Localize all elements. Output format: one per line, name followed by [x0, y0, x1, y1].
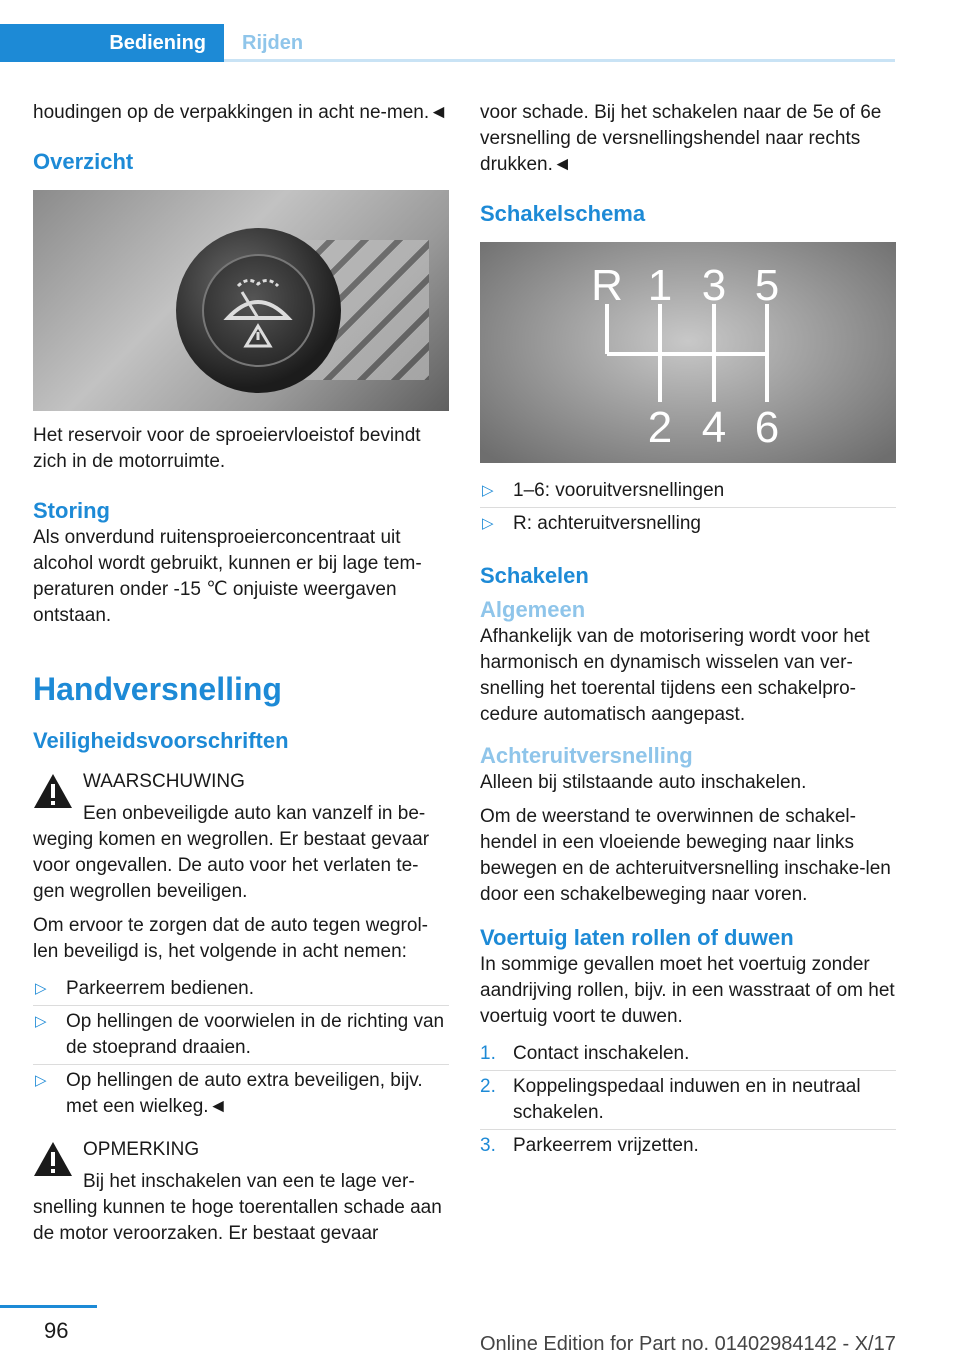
list-item: 3. Parkeerrem vrijzetten.	[480, 1129, 896, 1162]
secure-text: Om ervoor te zorgen dat de auto tegen wegrol-len beveiligd is, het volgende in acht nemen:	[33, 915, 429, 962]
list-item: ▷ 1–6: vooruitversnellingen	[480, 475, 896, 507]
list-item: ▷ Op hellingen de voorwielen in de richting van de stoeprand draaien.	[33, 1005, 449, 1064]
bullet-triangle-icon: ▷	[35, 1013, 47, 1030]
bullet-triangle-icon: ▷	[35, 980, 47, 997]
tab-bediening[interactable]	[0, 24, 224, 62]
washer-reservoir-photo	[33, 190, 449, 411]
gear-label-3: 3	[701, 261, 727, 310]
chapter-tabs	[0, 24, 895, 62]
list-item: ▷ Parkeerrem bedienen.	[33, 973, 449, 1005]
page-number: 96	[44, 1318, 69, 1343]
overzicht-text: Het reservoir voor de sproeiervloeistof bevindt zich in de motorruimte.	[33, 425, 421, 472]
tab-bediening-label: Bediening	[109, 32, 206, 54]
warning-triangle-icon	[33, 1141, 73, 1177]
list-item: ▷ R: achteruitversnelling	[480, 507, 896, 540]
storing-text: Als onverdund ruitensproeierconcentraat uit alcohol wordt gebruikt, kunnen er bij lage tem-peraturen onder -15 ℃ onjuiste weergaven ontstaan.	[33, 527, 422, 626]
note-title: OPMERKING	[83, 1139, 200, 1160]
shift-pattern-diagram	[480, 242, 896, 463]
overzicht-heading: Overzicht	[33, 149, 134, 174]
bullet-triangle-icon: ▷	[482, 482, 494, 499]
rollen-steps	[480, 1038, 896, 1162]
bullet-triangle-icon: ▷	[482, 515, 494, 532]
right-intro-text: voor schade. Bij het schakelen naar de 5e of 6e versnelling de versnellingshendel naar rechts drukken.◄	[480, 102, 882, 175]
list-item: ▷ Op hellingen de auto extra beveiligen, bijv. met een wielkeg.◄	[33, 1064, 449, 1123]
safety-list	[33, 973, 449, 1123]
warning-title: WAARSCHUWING	[83, 771, 245, 792]
warning-block	[33, 769, 449, 905]
list-item: 2. Koppelingspedaal induwen en in neutraal schakelen.	[480, 1070, 896, 1129]
list-item: 1. Contact inschakelen.	[480, 1043, 690, 1064]
handversnelling-heading: Handversnelling	[33, 671, 282, 707]
safety-heading: Veiligheidsvoorschriften	[33, 728, 289, 753]
bullet-triangle-icon: ▷	[35, 1072, 47, 1089]
rollen-heading: Voertuig laten rollen of duwen	[480, 925, 794, 950]
note-text: Bij het inschakelen van een te lage ver-snelling kunnen te hoge toerentallen schade aan de motor veroorzaken. Er bestaat gevaar	[33, 1171, 442, 1244]
left-column	[33, 100, 449, 1255]
intro-text: houdingen op de verpakkingen in acht ne-men.◄	[33, 102, 448, 123]
schakelen-heading: Schakelen	[480, 563, 589, 588]
gear-label-r: R	[591, 261, 623, 310]
gear-label-2: 2	[647, 403, 673, 452]
gear-label-4: 4	[701, 403, 727, 452]
warning-text: Een onbeveiligde auto kan vanzelf in be-weging komen en wegrollen. Er bestaat gevaar voor ongevallen. De auto voor het verlaten te-gen wegrollen beveiligen.	[33, 803, 430, 902]
edition-text: Online Edition for Part no. 01402984142 - X/17	[480, 1333, 896, 1355]
reservoir-cap-face	[202, 254, 315, 367]
washer-fluid-icon	[204, 256, 313, 365]
gear-label-5: 5	[754, 261, 780, 310]
achteruit-text-2: Om de weerstand te overwinnen de schakel-hendel in een vloeiende beweging naar links bewegen en de achteruitversnelling inschake-len door een schakelbeweging naar voren.	[480, 806, 891, 905]
right-column	[480, 100, 896, 1172]
algemeen-heading: Algemeen	[480, 597, 586, 622]
reservoir-cap	[176, 228, 341, 393]
storing-heading: Storing	[33, 498, 110, 523]
schakelschema-heading: Schakelschema	[480, 201, 646, 226]
achteruit-text-1: Alleen bij stilstaande auto inschakelen.	[480, 772, 807, 793]
rollen-text: In sommige gevallen moet het voertuig zonder aandrijving rollen, bijv. in een wasstraat of om het voertuig voort te duwen.	[480, 954, 895, 1027]
achteruit-heading: Achteruitversnelling	[480, 743, 693, 768]
algemeen-text: Afhankelijk van de motorisering wordt voor het harmonisch en dynamisch wisselen van ver-snelling het toerental tijdens een schakelpro-cedure automatisch aangepast.	[480, 626, 870, 725]
shift-pattern-image	[480, 242, 896, 463]
gear-label-1: 1	[647, 261, 673, 310]
footer-rule	[0, 1305, 97, 1308]
tab-rijden[interactable]: Rijden	[242, 32, 304, 54]
warning-triangle-icon	[33, 773, 73, 809]
note-block	[33, 1137, 449, 1247]
schema-list	[480, 475, 896, 540]
gear-label-6: 6	[754, 403, 780, 452]
tab-underline	[224, 59, 895, 62]
